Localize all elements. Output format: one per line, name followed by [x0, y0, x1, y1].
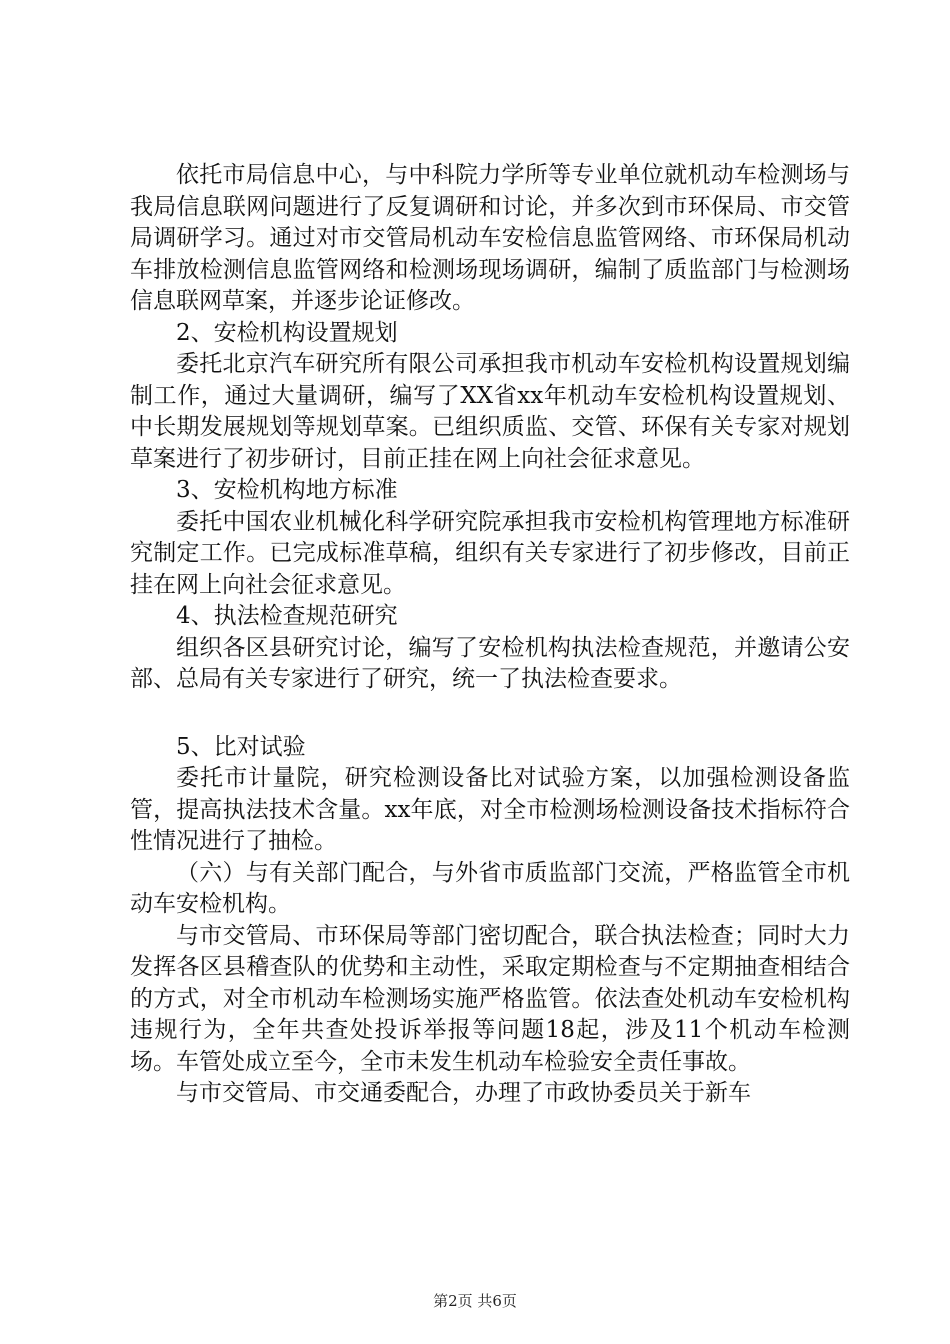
paragraph-network: 依托市局信息中心，与中科院力学所等专业单位就机动车检测场与我局信息联网问题进行了反复调研和讨论，并多次到市环保局、市交管局调研学习。通过对市交管局机动车安检信息监管网络、市环保局机动车排放检测信息监管网络和检测场现场调研，编制了质监部门与检测场信息联网草案，并逐步论证修改。 [130, 162, 850, 314]
paragraph-gap [130, 696, 850, 732]
page-number-footer: 第2页 共6页 [433, 1292, 517, 1310]
heading-local-standard: 3、安检机构地方标准 [176, 477, 398, 503]
document-body [130, 160, 850, 1110]
paragraph-section-six: （六）与有关部门配合，与外省市质监部门交流，严格监管全市机动车安检机构。 [130, 859, 850, 917]
paragraph-joint-enforcement: 与市交管局、市环保局等部门密切配合，联合执法检查；同时大力发挥各区县稽查队的优势和主动性，采取定期检查与不定期抽查相结合的方式，对全市机动车检测场实施严格监管。依法查处机动车安检机构违规行为，全年共查处投诉举报等问题18起，涉及11个机动车检测场。车管处成立至今，全市未发生机动车检验安全责任事故。 [130, 922, 850, 1075]
heading-inspection-norms: 4、执法检查规范研究 [176, 603, 398, 629]
paragraph-cpcc-proposal: 与市交管局、市交通委配合，办理了市政协委员关于新车 [176, 1080, 751, 1106]
paragraph-inspection-norms: 组织各区县研究讨论，编写了安检机构执法检查规范，并邀请公安部、总局有关专家进行了研究，统一了执法检查要求。 [130, 634, 850, 692]
paragraph-comparison-test: 委托市计量院，研究检测设备比对试验方案，以加强检测设备监管，提高执法技术含量。xx年底，对全市检测场检测设备技术指标符合性情况进行了抽检。 [130, 765, 850, 854]
paragraph-local-standard: 委托中国农业机械化科学研究院承担我市安检机构管理地方标准研究制定工作。已完成标准草稿，组织有关专家进行了初步修改，目前正挂在网上向社会征求意见。 [130, 508, 850, 598]
paragraph-planning: 委托北京汽车研究所有限公司承担我市机动车安检机构设置规划编制工作，通过大量调研，编写了XX省xx年机动车安检机构设置规划、中长期发展规划等规划草案。已组织质监、交管、环保有关专家对规划草案进行了初步研讨，目前正挂在网上向社会征求意见。 [130, 351, 850, 472]
heading-planning: 2、安检机构设置规划 [176, 319, 398, 346]
heading-comparison-test: 5、比对试验 [176, 733, 306, 760]
